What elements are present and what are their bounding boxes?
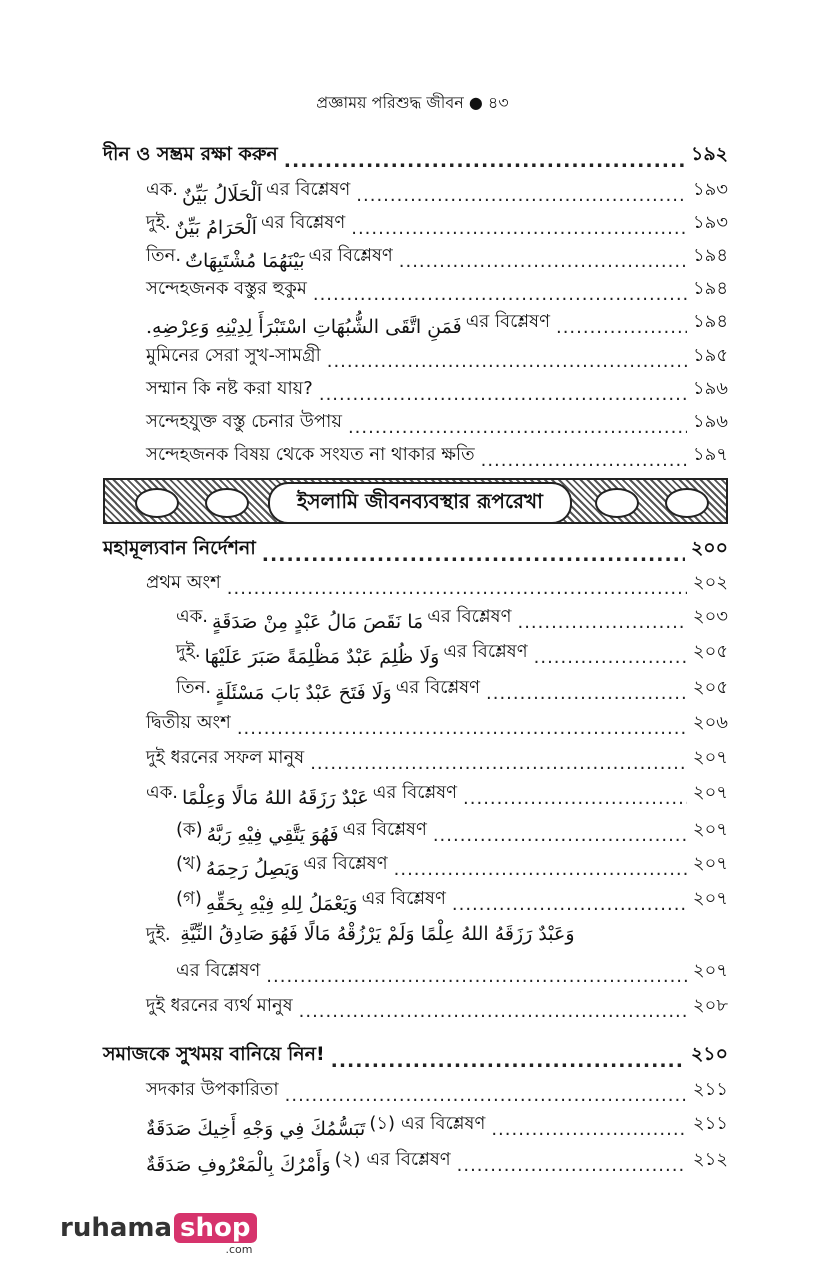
toc-title: সমাজকে সুখময় বানিয়ে নিন!: [103, 1043, 325, 1065]
toc-entry[interactable]: [146, 988, 728, 1022]
toc-label: প্রথম অংশ: [146, 572, 221, 593]
toc-entry[interactable]: [176, 634, 728, 668]
toc-entry-section1[interactable]: [103, 138, 728, 172]
ornament-icon: [135, 488, 179, 518]
toc-label: দুই ধরনের ব্যর্থ মানুষ: [146, 995, 293, 1016]
page-number: ১৯৪: [692, 311, 728, 332]
toc-entry-heading[interactable]: [146, 920, 579, 951]
chapter-banner: [103, 478, 728, 524]
page-number: ২১১: [692, 1113, 728, 1134]
leader-dots: [491, 1119, 687, 1140]
arabic-text: تَبَسُّمُكَ فِي وَجْهِ أَخِيكَ صَدَقَةٌ: [146, 1118, 366, 1140]
leader-dots: [481, 450, 687, 471]
page-number: ২১১: [692, 1079, 728, 1100]
toc-prefix: মুমিনের সেরা সুখ-সামগ্রী: [146, 345, 321, 366]
leader-dots: [517, 612, 686, 633]
toc-entry[interactable]: [146, 271, 728, 305]
toc-suffix: এর বিশ্লেষণ: [372, 782, 458, 803]
toc-suffix: এর বিশ্লেষণ: [443, 641, 528, 662]
page-number: ১৯৩: [692, 179, 728, 200]
arabic-text: اَلْحَلَالُ بَيِّنٌ: [182, 184, 263, 206]
toc-prefix: সন্দেহযুক্ত বস্তু চেনার উপায়: [146, 411, 342, 432]
leader-dots: [394, 859, 687, 880]
toc-prefix: তিন.: [146, 245, 182, 266]
leader-dots: [266, 966, 687, 987]
leader-dots: [319, 384, 687, 405]
ornament-icon: [595, 488, 639, 518]
leader-dots: [463, 788, 687, 809]
banner-title: ইসলামি জীবনব্যবস্থার রূপরেখা: [268, 482, 572, 524]
toc-entry[interactable]: [146, 740, 728, 774]
leader-dots: [457, 1155, 687, 1176]
leader-dots: [452, 894, 687, 915]
toc-prefix: তিন.: [176, 677, 212, 698]
page-number: ১৯৭: [692, 444, 728, 465]
toc-suffix: এর বিশ্লেষণ: [366, 1149, 451, 1170]
page-number: ২০০: [690, 537, 728, 559]
page-number: ১৯৫: [692, 345, 728, 366]
toc-label: দুই ধরনের সফল মানুষ: [146, 747, 305, 768]
toc-entry[interactable]: [146, 705, 728, 739]
leader-dots: [299, 1001, 687, 1022]
toc-entry[interactable]: [146, 404, 728, 438]
toc-prefix: এক.: [146, 179, 179, 200]
arabic-text: اَلْحَرَامُ بَيِّنٌ: [174, 217, 257, 239]
leader-dots: [262, 544, 685, 566]
page-number: ২১০: [690, 1043, 728, 1065]
logo-text: shop: [174, 1213, 256, 1243]
page-number: ১৯৬: [692, 411, 728, 432]
arabic-text: وَأَمْرُكَ بِالْمَعْرُوفِ صَدَقَةٌ: [146, 1154, 331, 1176]
leader-dots: [356, 185, 687, 206]
leader-dots: [399, 251, 687, 272]
toc-entry[interactable]: [146, 371, 728, 405]
page-number: ২০৩: [692, 606, 728, 627]
toc-entry-section3[interactable]: [103, 1038, 728, 1072]
arabic-text: عَبْدٌ رَزَقَهُ اللهُ مَالًا وَعِلْمًا: [182, 787, 369, 809]
leader-dots: [534, 647, 687, 668]
toc-entry[interactable]: [146, 775, 728, 809]
toc-entry-section2[interactable]: [103, 532, 728, 566]
arabic-text: وَلَا فَتَحَ عَبْدٌ بَابَ مَسْئَلَةٍ: [215, 682, 392, 704]
toc-prefix: (গ): [176, 888, 202, 909]
page-number: ২০৭: [692, 819, 728, 840]
page-number: ২০৮: [692, 995, 728, 1016]
toc-entry[interactable]: [176, 599, 728, 633]
toc-prefix: (১): [369, 1113, 396, 1134]
toc-entry[interactable]: [176, 846, 728, 880]
toc-entry[interactable]: [146, 238, 728, 272]
leader-dots: [348, 417, 687, 438]
arabic-text: وَيَعْمَلُ لِلهِ فِيْهِ بِحَقِّهِ: [205, 893, 358, 915]
leader-dots: [486, 683, 687, 704]
toc-prefix: এক.: [176, 606, 209, 627]
page-number: ১৯২: [690, 143, 728, 165]
page-number: ২০৭: [692, 782, 728, 803]
page-number: ১৯৩: [692, 212, 728, 233]
page-number: ১৯৪: [692, 278, 728, 299]
toc-prefix: এক.: [146, 782, 179, 803]
toc-entry[interactable]: [176, 881, 728, 915]
arabic-text: فَمَنِ اتَّقَى الشُّبُهَاتِ اسْتَبْرَأَ لِدِيْنِهِ وَعِرْضِهِ.: [146, 316, 462, 338]
toc-entry[interactable]: [146, 205, 728, 239]
arabic-text: وَعَبْدٌ رَزَقَهُ اللهُ عِلْمًا وَلَمْ يَرْزُقْهُ مَالًا فَهُوَ صَادِقُ النِّيَّةِ: [180, 923, 575, 945]
page-number: ২০৭: [692, 888, 728, 909]
toc-entry[interactable]: [146, 437, 728, 471]
toc-suffix: এর বিশ্লেষণ: [465, 311, 550, 332]
page-number: ২০৫: [692, 641, 728, 662]
toc-entry[interactable]: [146, 565, 728, 599]
page-number: ১৯৬: [692, 378, 728, 399]
toc-entry[interactable]: [146, 304, 728, 338]
toc-entry[interactable]: [176, 812, 728, 846]
toc-title: দীন ও সম্ভ্রম রক্ষা করুন: [103, 143, 278, 165]
page-number: ২১২: [692, 1149, 728, 1170]
leader-dots: [285, 1085, 687, 1106]
toc-entry[interactable]: [146, 1106, 728, 1140]
toc-suffix: এর বিশ্লেষণ: [361, 888, 446, 909]
logo-text: ruhama: [60, 1213, 173, 1243]
page-number: ২০৭: [692, 960, 728, 981]
running-header: প্রজ্ঞাময় পরিশুদ্ধ জীবন ● ৪৩: [316, 93, 509, 112]
arabic-text: وَيَصِلُ رَحِمَهُ: [205, 858, 300, 880]
toc-entry[interactable]: [146, 1072, 728, 1106]
page-number: ২০২: [692, 572, 728, 593]
logo-sub: .com: [225, 1243, 253, 1256]
toc-suffix: এর বিশ্লেষণ: [427, 606, 512, 627]
ornament-icon: [205, 488, 249, 518]
leader-dots: [556, 317, 687, 338]
toc-suffix: এর বিশ্লেষণ: [260, 212, 346, 233]
toc-prefix: সন্দেহজনক বিষয় থেকে সংযত না থাকার ক্ষতি: [146, 444, 475, 465]
toc-suffix: এর বিশ্লেষণ: [401, 1113, 486, 1134]
toc-entry[interactable]: [176, 953, 728, 987]
toc-entry[interactable]: [146, 338, 728, 372]
toc-suffix: এর বিশ্লেষণ: [176, 960, 261, 981]
toc-prefix: সম্মান কি নষ্ট করা যায়?: [146, 378, 313, 399]
ornament-icon: [665, 488, 709, 518]
arabic-text: بَيْنَهُمَا مُشْتَبِهَاتٌ: [185, 250, 305, 272]
toc-prefix: দুই.: [146, 212, 171, 233]
toc-suffix: এর বিশ্লেষণ: [342, 819, 427, 840]
toc-entry[interactable]: [146, 172, 728, 206]
toc-prefix: সন্দেহজনক বস্তুর হুকুম: [146, 278, 307, 299]
toc-title: মহামূল্যবান নির্দেশনা: [103, 537, 256, 559]
page-number: ২০৬: [692, 712, 728, 733]
toc-prefix: দুই.: [176, 641, 201, 662]
leader-dots: [433, 825, 687, 846]
leader-dots: [313, 284, 687, 305]
toc-suffix: এর বিশ্লেষণ: [303, 853, 388, 874]
arabic-text: وَلَا ظُلِمَ عَبْدٌ مَظْلِمَةً صَبَرَ عَلَيْهَا: [204, 646, 440, 668]
leader-dots: [237, 718, 687, 739]
page-number: ২০৭: [692, 747, 728, 768]
toc-prefix: (২): [334, 1149, 361, 1170]
leader-dots: [331, 1050, 685, 1072]
toc-prefix: দুই.: [146, 924, 171, 945]
arabic-text: فَهُوَ يَتَّقِي فِيْهِ رَبَّهُ: [206, 824, 339, 846]
toc-prefix: (ক): [176, 819, 203, 840]
toc-prefix: সদকার উপকারিতা: [146, 1079, 279, 1100]
page-number: ২০৭: [692, 853, 728, 874]
leader-dots: [310, 753, 687, 774]
toc-label: দ্বিতীয় অংশ: [146, 712, 231, 733]
leader-dots: [227, 578, 687, 599]
page-number: ১৯৪: [692, 245, 728, 266]
arabic-text: مَا نَقَصَ مَالُ عَبْدٍ مِنْ صَدَقَةٍ: [212, 611, 424, 633]
toc-prefix: (খ): [176, 853, 202, 874]
leader-dots: [327, 351, 687, 372]
toc-suffix: এর বিশ্লেষণ: [308, 245, 393, 266]
toc-entry[interactable]: [176, 670, 728, 704]
page-number: ২০৫: [692, 677, 728, 698]
leader-dots: [284, 150, 685, 172]
toc-suffix: এর বিশ্লেষণ: [395, 677, 481, 698]
toc-entry[interactable]: [146, 1142, 728, 1176]
watermark-logo: [60, 1213, 257, 1256]
toc-suffix: এর বিশ্লেষণ: [266, 179, 351, 200]
leader-dots: [351, 218, 687, 239]
